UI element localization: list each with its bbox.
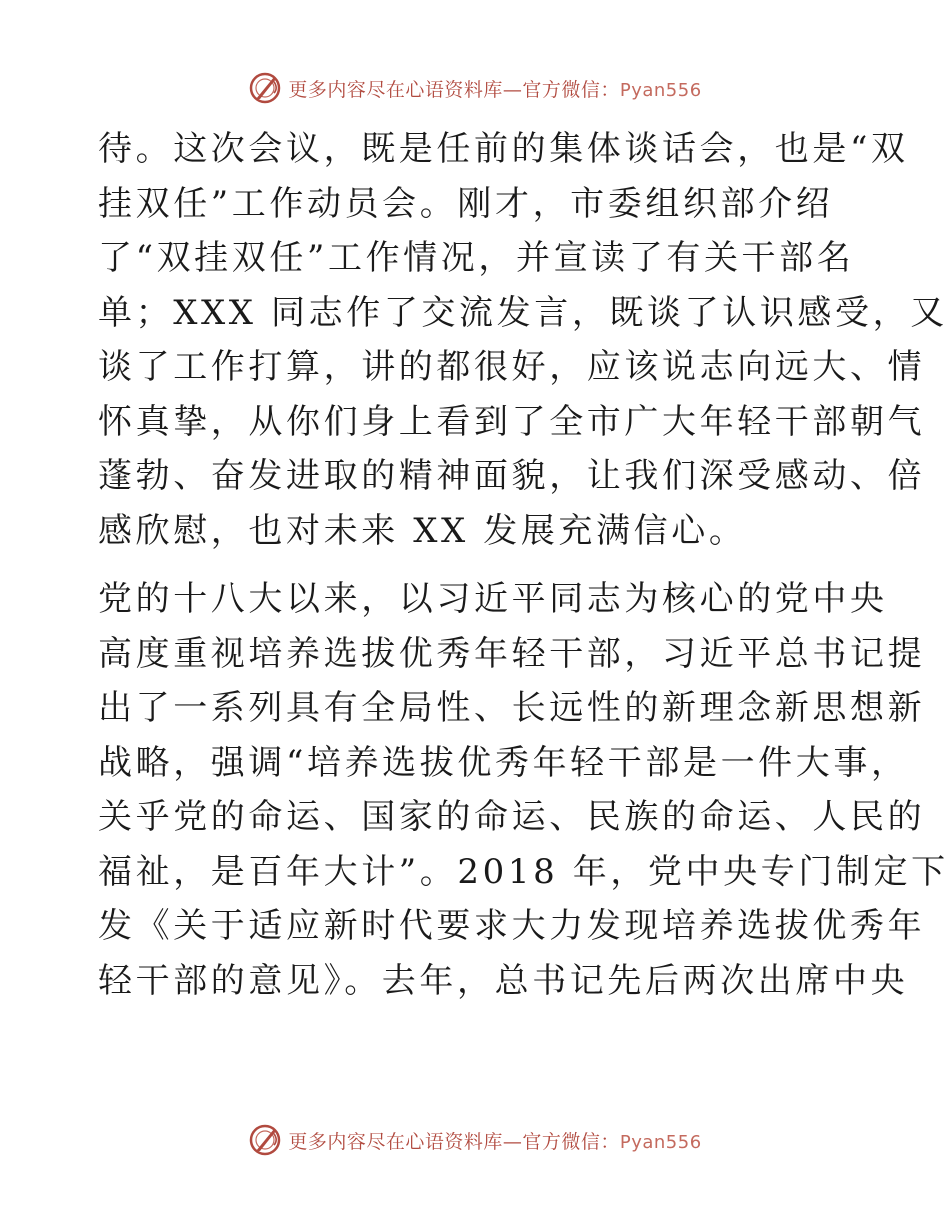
text-line: 轻干部的意见》。去年，总书记先后两次出席中央 [98,960,909,1001]
text-line: 单；XXX 同志作了交流发言，既谈了认识感受，又 [98,292,948,333]
banner-slogan: 更多内容尽在心语资料库 [288,78,503,101]
quill-seal-logo-icon [248,1123,282,1157]
banner-text [288,75,701,102]
banner-text [288,1127,701,1154]
text-line: 福祉，是百年大计”。2018 年，党中央专门制定下 [98,851,949,892]
banner-contact-id: Pyan556 [619,1131,702,1153]
text-line: 发《关于适应新时代要求大力发现培养选拔优秀年 [98,906,926,946]
footer-banner [0,1120,950,1160]
paragraph [98,122,948,558]
text-line: 蓬勃、奋发进取的精神面貌，让我们深受感动、倍 [98,456,926,496]
text-line: 了“双挂双任”工作情况，并宣读了有关干部名 [98,238,855,278]
text-line: 挂双任”工作动员会。刚才，市委组织部介绍 [98,183,834,224]
paragraph [98,572,949,1008]
banner-contact-label: 官方微信： [522,78,620,101]
header-banner [0,68,950,108]
banner-separator: — [502,78,523,101]
banner-slogan: 更多内容尽在心语资料库 [288,1130,503,1153]
text-line: 战略，强调“培养选拔优秀年轻干部是一件大事， [98,742,909,783]
text-line: 待。这次会议，既是任前的集体谈话会，也是“双 [98,129,909,169]
banner-contact-id: Pyan556 [619,79,702,101]
paragraph-gap [98,558,858,572]
text-line: 高度重视培养选拔优秀年轻干部，习近平总书记提 [98,633,926,674]
banner-contact-label: 官方微信： [522,1130,620,1153]
text-line: 怀真挚，从你们身上看到了全市广大年轻干部朝气 [98,401,926,442]
banner-separator: — [502,1130,523,1153]
text-line: 感欣慰，也对未来 XX 发展充满信心。 [98,510,747,551]
text-line: 党的十八大以来，以习近平同志为核心的党中央 [98,579,888,619]
document-body [98,122,949,1008]
text-line: 出了一系列具有全局性、长远性的新理念新思想新 [98,688,926,728]
text-line: 关乎党的命运、国家的命运、民族的命运、人民的 [98,797,926,837]
text-line: 谈了工作打算，讲的都很好，应该说志向远大、情 [98,347,926,387]
quill-seal-logo-icon [248,71,282,105]
